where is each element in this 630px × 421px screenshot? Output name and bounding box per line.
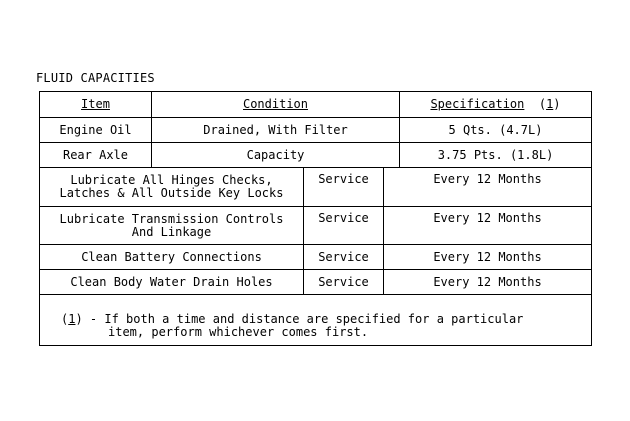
service-task: Clean Battery Connections xyxy=(81,249,262,264)
footnote-ref: 1 xyxy=(68,312,76,326)
note-reference: 1 xyxy=(546,97,554,111)
service-action: Service xyxy=(318,274,369,289)
service-task: Lubricate All Hinges Checks, Latches & All Outside Key Locks xyxy=(59,173,284,200)
service-task: Lubricate Transmission Controls And Linkage xyxy=(59,211,284,239)
service-interval: Every 12 Months xyxy=(433,249,542,264)
footnote: (1) - If both a time and distance are specified for a particular xyxy=(61,312,524,326)
table-row-condition: Drained, With Filter xyxy=(203,122,348,137)
table-row-item: Engine Oil xyxy=(59,122,132,137)
service-task: Clean Body Water Drain Holes xyxy=(70,274,273,289)
service-action: Service xyxy=(318,249,369,264)
header-condition: Condition xyxy=(242,97,309,111)
table-row-condition: Capacity xyxy=(246,147,305,162)
service-action: Service xyxy=(318,211,369,225)
footnote-text: - If both a time and distance are specified for a particular xyxy=(82,312,524,326)
table-row-item: Rear Axle xyxy=(62,147,129,162)
table-row-specification: 5 Qts. (4.7L) xyxy=(448,122,543,137)
header-item: Item xyxy=(81,97,110,111)
footnote-text-continued: item, perform whichever comes first. xyxy=(108,325,369,339)
service-action: Service xyxy=(318,172,369,186)
table-title: FLUID CAPACITIES xyxy=(36,71,155,85)
header-specification: Specification ( 1 ) xyxy=(430,97,561,111)
service-interval: Every 12 Months xyxy=(433,211,542,225)
service-interval: Every 12 Months xyxy=(433,172,542,186)
service-interval: Every 12 Months xyxy=(433,274,542,289)
table-row-specification: 3.75 Pts. (1.8L) xyxy=(437,147,554,162)
